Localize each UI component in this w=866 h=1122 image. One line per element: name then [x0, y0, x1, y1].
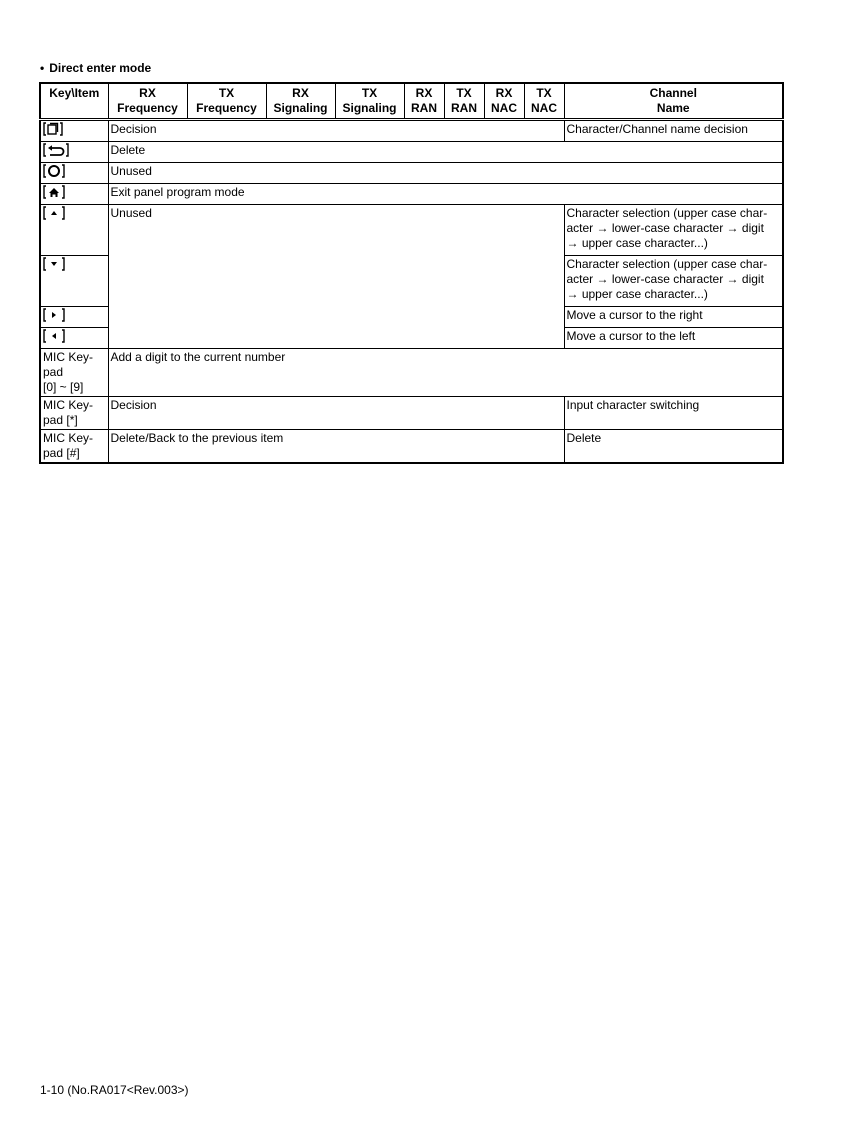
header-row — [40, 83, 783, 120]
key-cell — [40, 256, 108, 307]
function-cell: Decision — [108, 397, 564, 430]
table-row — [40, 397, 783, 430]
down-arrow-key-icon — [43, 257, 65, 275]
key-cell: MIC Key- pad [*] — [40, 397, 108, 430]
channel-name-cell: Move a cursor to the left — [564, 328, 783, 349]
header-rx-ran: RX RAN — [404, 83, 444, 120]
right-arrow-key-icon — [43, 308, 65, 326]
page-footer: 1-10 (No.RA017<Rev.003>) — [40, 1083, 189, 1097]
side-key-icon — [43, 122, 63, 140]
function-cell: Decision — [108, 120, 564, 142]
function-cell: Add a digit to the current number — [108, 349, 783, 397]
key-cell: MIC Key- pad [#] — [40, 430, 108, 464]
key-cell — [40, 142, 108, 163]
channel-name-cell: Delete — [564, 430, 783, 464]
key-cell — [40, 163, 108, 184]
header-rx-frequency: RX Frequency — [108, 83, 187, 120]
header-rx-signaling: RX Signaling — [266, 83, 335, 120]
home-key-icon — [43, 185, 65, 203]
table-row — [40, 142, 783, 163]
section-heading — [40, 61, 151, 75]
header-tx-signaling: TX Signaling — [335, 83, 404, 120]
header-channel-name: Channel Name — [564, 83, 783, 120]
table-row — [40, 120, 783, 142]
header-tx-ran: TX RAN — [444, 83, 484, 120]
key-cell — [40, 205, 108, 256]
table-row — [40, 163, 783, 184]
table-row — [40, 205, 783, 256]
circle-key-icon — [43, 164, 65, 182]
key-cell: MIC Key- pad [0] ~ [9] — [40, 349, 108, 397]
table-row — [40, 430, 783, 464]
channel-name-cell: Move a cursor to the right — [564, 307, 783, 328]
up-arrow-key-icon — [43, 206, 65, 224]
heading-text: Direct enter mode — [49, 61, 152, 75]
channel-name-cell: Input character switching — [564, 397, 783, 430]
function-cell: Delete/Back to the previous item — [108, 430, 564, 464]
header-tx-nac: TX NAC — [524, 83, 564, 120]
key-cell — [40, 120, 108, 142]
key-cell — [40, 184, 108, 205]
header-key: Key\Item — [40, 83, 108, 120]
function-cell: Delete — [108, 142, 783, 163]
function-cell: Unused — [108, 163, 783, 184]
key-cell — [40, 307, 108, 328]
back-key-icon — [43, 143, 69, 161]
channel-name-cell: Character/Channel name decision — [564, 120, 783, 142]
channel-name-cell: Character selection (upper case char- acter → lower-case character → digit → upper case character...) — [564, 256, 783, 307]
header-tx-frequency: TX Frequency — [187, 83, 266, 120]
channel-name-cell: Character selection (upper case char- acter → lower-case character → digit → upper case character...) — [564, 205, 783, 256]
function-cell: Unused — [108, 205, 564, 349]
table-row — [40, 349, 783, 397]
function-cell: Exit panel program mode — [108, 184, 783, 205]
header-rx-nac: RX NAC — [484, 83, 524, 120]
key-function-table — [39, 82, 784, 464]
left-arrow-key-icon — [43, 329, 65, 347]
table-row — [40, 184, 783, 205]
bullet: • — [40, 61, 45, 75]
key-cell — [40, 328, 108, 349]
